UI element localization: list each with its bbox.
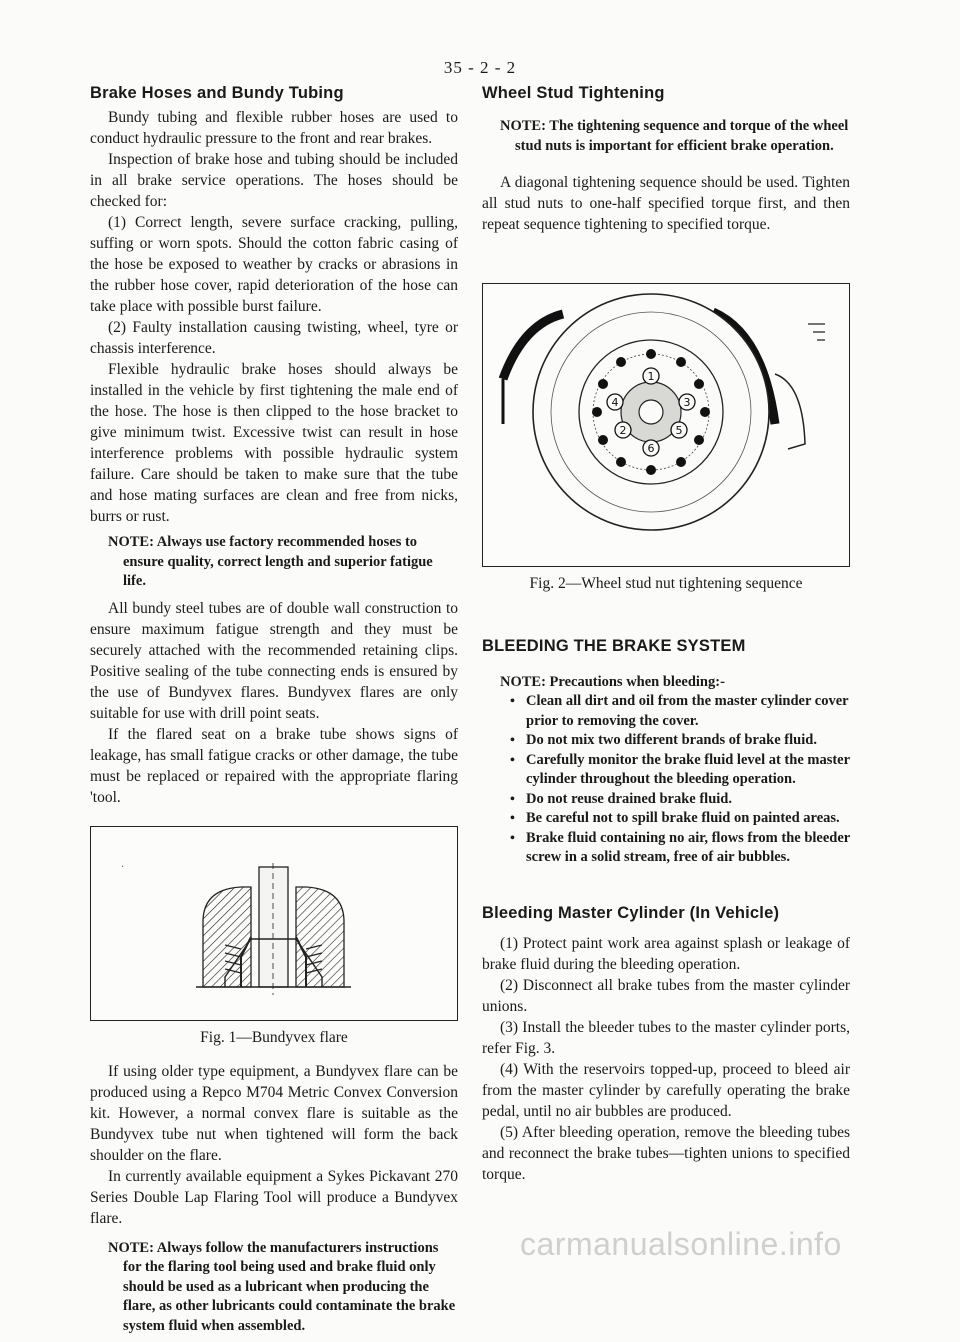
wheel-stud-diagram <box>483 284 848 566</box>
list-item: • Clean all dirt and oil from the master cylinder cover prior to removing the cover. <box>500 692 850 731</box>
bundyvex-flare-diagram <box>91 827 456 1020</box>
figure-1-caption: Fig. 1—Bundyvex flare <box>200 1028 348 1046</box>
paragraph: (1) Correct length, severe surface cracking, pulling, suffing or worn spots. Should the cotton fabric casing of the hose be exposed to weather by cracks or abrasions in the rubber hose cover, rapid deterioration of the hose can take place with possible burst failure. <box>90 214 458 315</box>
section-heading-bleeding: BLEEDING THE BRAKE SYSTEM <box>482 637 746 655</box>
paragraph: (5) After bleeding operation, remove the bleeding tubes and reconnect the brake tubes—tighten unions to specified torque. <box>482 1123 850 1183</box>
paragraph: Inspection of brake hose and tubing should be included in all brake service operations. The hoses should be checked for: <box>90 151 458 210</box>
list-item: • Be careful not to spill brake fluid on painted areas. <box>500 809 850 829</box>
note-precautions-heading: NOTE: Precautions when bleeding:- <box>500 674 725 690</box>
figure-1-box <box>90 826 458 1021</box>
left-column <box>90 84 458 1342</box>
paragraph: (3) Install the bleeder tubes to the master cylinder ports, refer Fig. 3. <box>482 1018 850 1057</box>
paragraph: (2) Faulty installation causing twisting, wheel, tyre or chassis interference. <box>90 319 458 357</box>
paragraph: Bundy tubing and flexible rubber hoses are used to conduct hydraulic pressure to the front and rear brakes. <box>90 109 458 147</box>
paragraph: (4) With the reservoirs topped-up, proceed to bleed air from the master cylinder by carefully operating the brake pedal, until no air bubbles are produced. <box>482 1060 850 1120</box>
paragraph: If using older type equipment, a Bundyvex flare can be produced using a Repco M704 Metric Convex Conversion kit. However, a normal convex flare is suitable as the Bundyvex tube nut when tightened will form the back shoulder on the flare. <box>90 1062 458 1164</box>
right-column <box>482 84 850 1185</box>
paragraph: All bundy steel tubes are of double wall construction to ensure maximum fatigue strength and they must be securely attached with the recommended retaining clips. Positive sealing of the tube connecting ends is ensured by the use of Bundyvex flares. Bundyvex flares are only suitable for use with drill point seats. <box>90 599 458 722</box>
list-item: • Do not mix two different brands of brake fluid. <box>500 731 850 751</box>
stud-label: 3 <box>683 396 691 409</box>
stud-label: 4 <box>611 396 619 409</box>
section-heading-wheel-stud: Wheel Stud Tightening <box>482 84 665 102</box>
list-item: • Brake fluid containing no air, flows from the bleeder screw in a solid stream, free of air bubbles. <box>500 829 850 868</box>
stud-label: 5 <box>675 424 683 437</box>
stud-label: 1 <box>647 370 655 383</box>
paragraph: (2) Disconnect all brake tubes from the master cylinder unions. <box>482 976 850 1015</box>
page-number: 35 - 2 - 2 <box>443 58 517 77</box>
paragraph: If the flared seat on a brake tube shows signs of leakage, has small fatigue cracks or other damage, the tube must be replaced or repaired with the appropriate flaring 'tool. <box>90 725 458 806</box>
section-heading-bleeding-master: Bleeding Master Cylinder (In Vehicle) <box>482 903 780 922</box>
section-heading-brake-hoses: Brake Hoses and Bundy Tubing <box>90 84 344 102</box>
paragraph: Flexible hydraulic brake hoses should always be installed in the vehicle by first tightening the male end of the hose. The hose is then clipped to the hose bracket to give minimum twist. Excessive twist can result in hose interference problems with possible hydraulic system failure. Care should be taken to make sure that the tube and hose mating surfaces are clean and free from nicks, burrs or rust. <box>90 361 458 525</box>
watermark: carmanualsonline.info <box>520 1226 842 1262</box>
svg-text:.: . <box>121 858 125 870</box>
note-manufacturer-instructions: NOTE: Always follow the manufacturers instructions for the flaring tool being used and brake fluid only should be used as a lubricant when producing the flare, as other lubricants could contaminate the brake system fluid when assembled. <box>108 1239 456 1334</box>
stud-label: 6 <box>647 442 655 455</box>
note-tightening-sequence: NOTE: The tightening sequence and torque of the wheel stud nuts is important for efficient brake operation. <box>500 118 849 154</box>
list-item: • Carefully monitor the brake fluid level at the master cylinder throughout the bleeding operation. <box>500 751 850 790</box>
stud-label: 2 <box>619 424 627 437</box>
paragraph: (1) Protect paint work area against splash or leakage of brake fluid during the bleeding operation. <box>482 934 850 973</box>
figure-2-box <box>482 283 850 567</box>
note-factory-hoses: NOTE: Always use factory recommended hoses to ensure quality, correct length and superior fatigue life. <box>108 534 433 589</box>
precautions-list <box>500 692 850 868</box>
paragraph: In currently available equipment a Sykes Pickavant 270 Series Double Lap Flaring Tool will produce a Bundyvex flare. <box>90 1167 458 1227</box>
figure-2-caption: Fig. 2—Wheel stud nut tightening sequence <box>529 575 803 592</box>
list-item: • Do not reuse drained brake fluid. <box>500 790 850 810</box>
paragraph: A diagonal tightening sequence should be used. Tighten all stud nuts to one-half specified torque first, and then repeat sequence tightening to specified torque. <box>482 174 850 233</box>
